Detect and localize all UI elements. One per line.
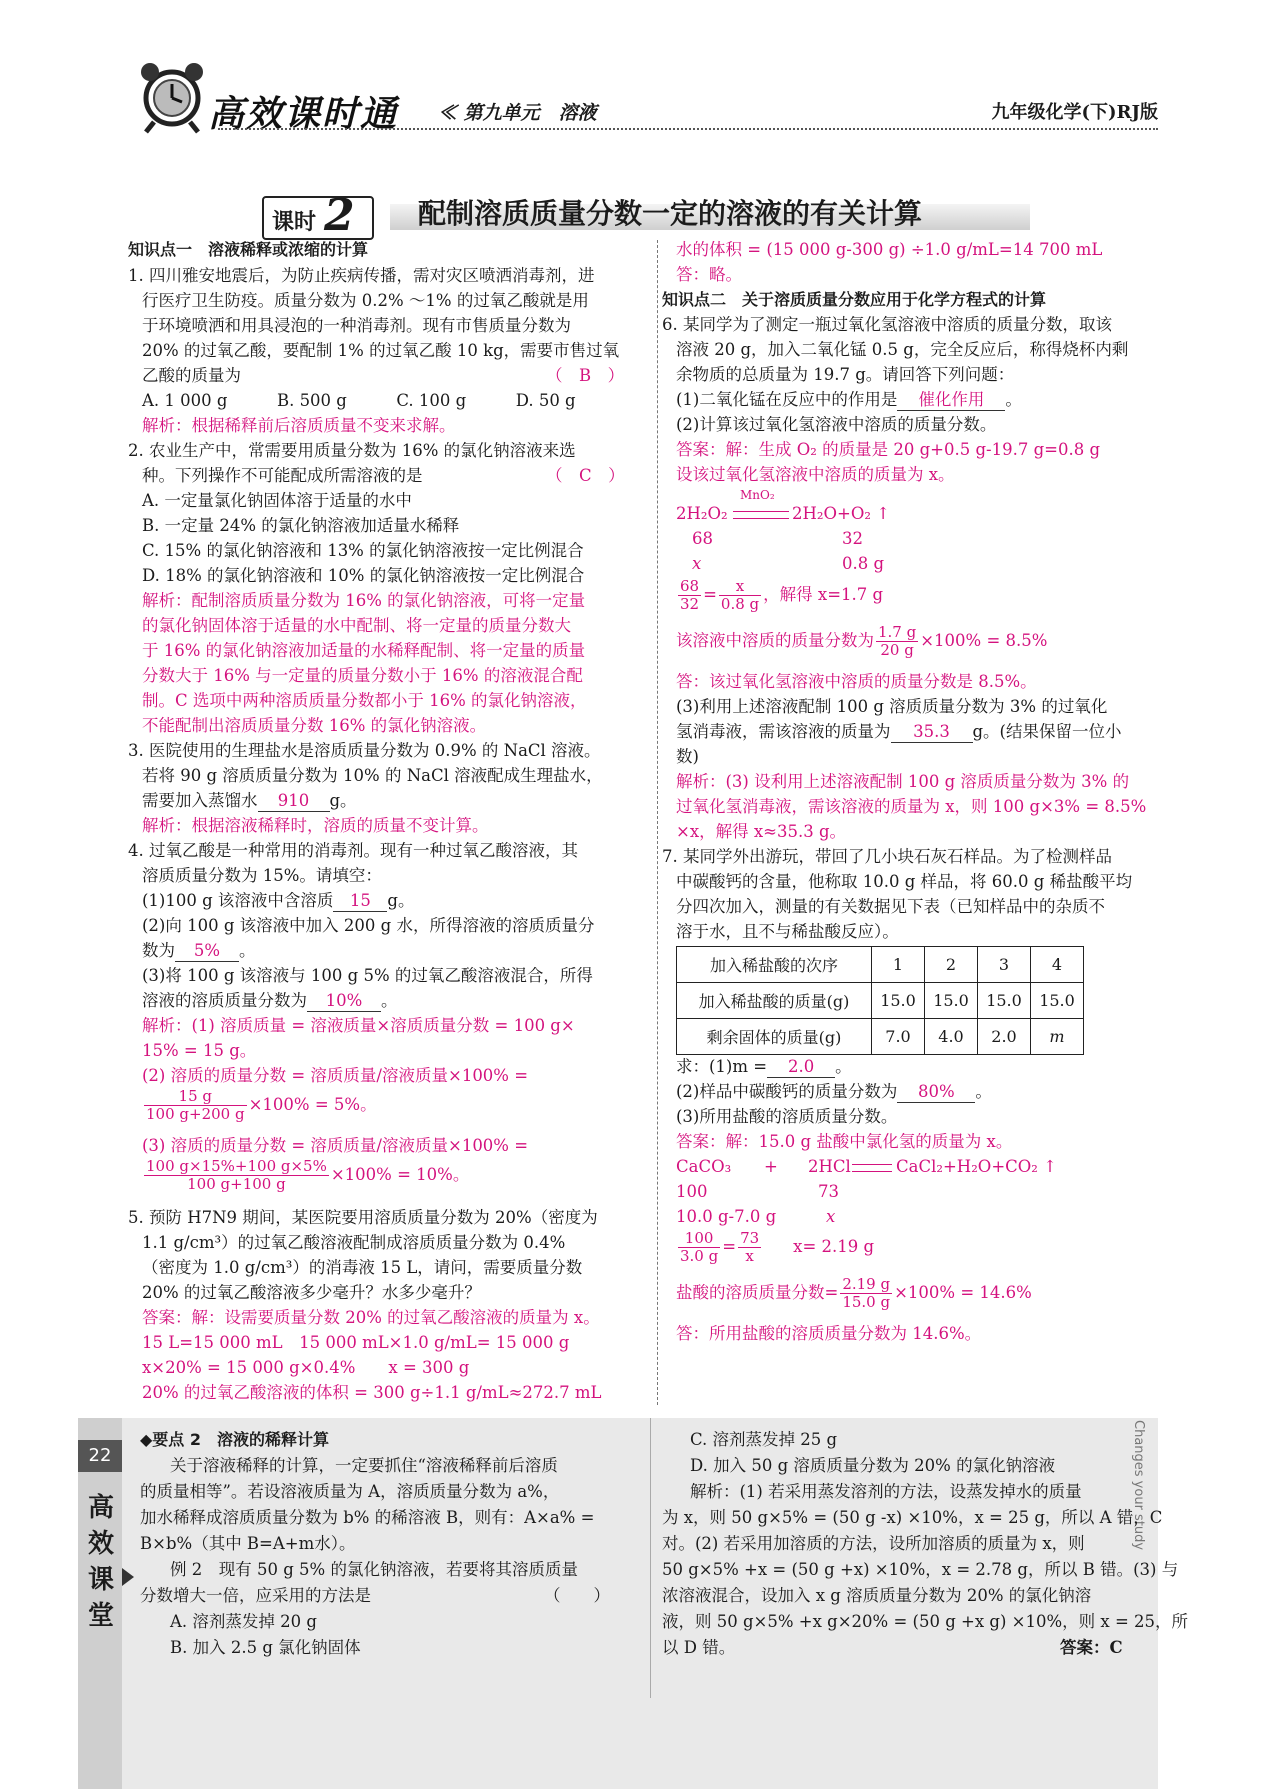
example-analysis-7: 以 D 错。 <box>662 1638 736 1657</box>
q6-catalyst: MnO₂ <box>740 488 775 502</box>
example-analysis-3: 对。(2) 若采用加溶质的方法，设所加溶质的质量为 x，则 <box>662 1534 1085 1553</box>
table-cell: 剩余固体的质量(g) <box>677 1019 872 1055</box>
q5-line-3: （密度为 1.0 g/cm³）的消毒液 15 L，请问，需要质量分数 <box>142 1258 583 1277</box>
q7-result-2-blank: 80% <box>897 1082 975 1103</box>
side-char: 堂 <box>87 1601 114 1631</box>
table-cell: 加入稀盐酸的次序 <box>677 947 872 983</box>
q5-line-2: 1.1 g/cm³）的过氧乙酸溶液配制成溶质质量分数为 0.4% <box>142 1233 566 1252</box>
q4-line-1: 4. 过氧乙酸是一种常用的消毒剂。现有一种过氧乙酸溶液，其 <box>128 841 578 860</box>
q6-answer-1: 答案：解：生成 O₂ 的质量是 20 g+0.5 g-19.7 g=0.8 g <box>676 440 1101 459</box>
example-option-d: D. 加入 50 g 溶质质量分数为 20% 的氯化钠溶液 <box>690 1456 1056 1475</box>
q7-percent-fraction <box>840 1276 892 1311</box>
table-cell: 15.0 <box>925 983 978 1019</box>
q1-line-3: 于环境喷洒和用具浸泡的一种消毒剂。现有市售质量分数为 <box>142 316 571 335</box>
q7-result-2-text: (2)样品中碳酸钙的质量分数为 <box>676 1082 898 1101</box>
table-cell: 1 <box>872 947 925 983</box>
q6-part-1 <box>676 388 1022 412</box>
q6-line-1: 6. 某同学为了测定一瓶过氧化氢溶液中溶质的质量分数，取该 <box>662 315 1112 334</box>
q5-answer-2: 15 L=15 000 mL 15 000 mL×1.0 g/mL= 15 000 g <box>142 1333 570 1352</box>
q7-fraction-1-den: 3.0 g <box>680 1247 719 1265</box>
q4-explanation-6 <box>142 1158 469 1198</box>
q4-part-1-unit: g。 <box>387 891 415 910</box>
example-analysis-6: 液，则 50 g×5% +x g×20% = (50 g +x g) ×10%，则 x = 25，所 <box>662 1612 1189 1631</box>
lesson-label: 课时 <box>272 209 317 235</box>
q2-explanation-1: 解析：配制溶质质量分数为 16% 的氯化钠溶液，可将一定量 <box>142 591 586 610</box>
q2-option-b: B. 一定量 24% 的氯化钠溶液加适量水稀释 <box>142 516 460 535</box>
q6-solution: ，解得 x=1.7 g <box>763 585 884 604</box>
q7-percent-line <box>676 1276 1032 1316</box>
q7-percent-num: 2.19 g <box>842 1275 891 1293</box>
knowledge-point-2: 知识点二 关于溶质质量分数应用于化学方程式的计算 <box>662 290 1047 309</box>
q4-part-3-blank: 10% <box>307 991 381 1012</box>
q4-fraction-1-num: 15 g <box>144 1088 247 1106</box>
q1-answer: （ B ） <box>546 366 625 385</box>
q7-line-3: 分四次加入，测量的有关数据见下表（已知样品中的杂质不 <box>676 897 1105 916</box>
q6-mass-1: 68 <box>692 529 713 548</box>
header-dotted-rule <box>218 128 1158 130</box>
q7-fraction-1 <box>678 1230 720 1265</box>
q7-percent-tail: ×100% = 14.6% <box>894 1283 1032 1302</box>
example-analysis-5: 浓溶液混合，设加入 x g 溶质质量分数为 20% 的氯化钠溶 <box>662 1586 1092 1605</box>
q6-equation-right: 2H₂O+O₂ ↑ <box>792 504 891 523</box>
side-label <box>84 1490 118 1634</box>
q7-mass-3: 10.0 g-7.0 g <box>676 1207 777 1226</box>
q7-result-2-end: 。 <box>975 1082 992 1101</box>
q4-explanation-4 <box>142 1088 377 1128</box>
q1-line-4: 20% 的过氧乙酸，要配制 1% 的过氧乙酸 10 kg，需要市售过氧 <box>142 341 620 360</box>
example-option-a: A. 溶剂蒸发掉 20 g <box>170 1612 317 1631</box>
q6-part-2: (2)计算该过氧化氢溶液中溶质的质量分数。 <box>676 415 997 434</box>
example-analysis-4: 50 g×5% +x = (50 g +x) ×10%，x = 2.78 g，所以 B 错。(3) 与 <box>662 1560 1179 1579</box>
q2-explanation-6: 不能配制出溶质质量分数 16% 的氯化钠溶液。 <box>142 716 487 735</box>
lesson-title: 配制溶质质量分数一定的溶液的有关计算 <box>418 197 923 230</box>
q6-part-3-text: 氢消毒液，需该溶液的质量为 <box>676 722 891 741</box>
q6-part-3-tail: g。(结果保留一位小 <box>972 722 1122 741</box>
q4-part-3-text: 溶液的溶质质量分数为 <box>142 991 307 1010</box>
q6-conclusion: 答：该过氧化氢溶液中溶质的质量分数是 8.5%。 <box>676 672 1037 691</box>
example-option-b: B. 加入 2.5 g 氯化钠固体 <box>170 1638 361 1657</box>
q2-explanation-3: 于 16% 的氯化钠溶液加适量的水稀释配制、将一定量的质量 <box>142 641 586 660</box>
brand-logo-text: 高效课时通 <box>208 94 399 135</box>
q7-equation-a: CaCO₃ <box>676 1157 732 1176</box>
q3-line-3 <box>142 789 357 813</box>
q7-result-2 <box>676 1080 992 1104</box>
q4-part-3-end: 。 <box>381 991 398 1010</box>
q4-line-2: 溶质质量分数为 15%。请填空： <box>142 866 382 885</box>
q6-percent-den: 20 g <box>880 641 914 659</box>
column-divider <box>657 240 658 1405</box>
q7-equation-c: CaCl₂+H₂O+CO₂ ↑ <box>896 1157 1057 1176</box>
q6-equation-left: 2H₂O₂ <box>676 504 728 523</box>
q7-line-1: 7. 某同学外出游玩，带回了几小块石灰石样品。为了检测样品 <box>662 847 1112 866</box>
q6-explanation-2: 过氧化氢消毒液，需该溶液的质量为 x，则 100 g×3% = 8.5% <box>676 797 1147 816</box>
q3-explanation: 解析：根据溶液稀释时，溶质的质量不变计算。 <box>142 816 489 835</box>
q6-fraction-2 <box>719 578 761 613</box>
table-cell: m <box>1031 1019 1084 1055</box>
q7-mass-1: 100 <box>676 1182 708 1201</box>
table-cell: 2.0 <box>978 1019 1031 1055</box>
side-char: 高 <box>87 1493 114 1523</box>
unit-label: ≪ 第九单元 溶液 <box>438 102 597 124</box>
q6-line-2: 溶液 20 g，加入二氧化锰 0.5 g，完全反应后，称得烧杯内剩 <box>676 340 1129 359</box>
q4-part-2-line-2 <box>142 939 256 963</box>
q4-fraction-2 <box>144 1158 329 1193</box>
q6-part-1-end: 。 <box>1005 390 1022 409</box>
q4-part-2-line-1: (2)向 100 g 该溶液中加入 200 g 水，所得溶液的溶质质量分 <box>142 916 595 935</box>
table-row <box>677 1019 1084 1055</box>
table-cell: 15.0 <box>978 983 1031 1019</box>
example-line-1: 例 2 现有 50 g 5% 的氯化钠溶液，若要将其溶质质量 <box>170 1560 578 1579</box>
q4-fraction-1 <box>144 1088 247 1123</box>
q6-fraction-1 <box>678 578 701 613</box>
q7-mass-2: 73 <box>818 1182 839 1201</box>
q6-percent-line <box>676 624 1047 664</box>
table-cell: 7.0 <box>872 1019 925 1055</box>
q6-percent-tail: ×100% = 8.5% <box>920 631 1048 650</box>
q7-proportion: $\frac{100}{3.0 g}$ = $\frac{73}{x}$ x= 2.19 g <box>680 1229 875 1265</box>
q7-fraction-2-num: 73 <box>740 1229 760 1247</box>
q6-part-3-line-3: 数) <box>676 747 699 766</box>
q5-answer-3: x×20% = 15 000 g×0.4% x = 300 g <box>142 1358 470 1377</box>
q2-line-2: 种。下列操作不可能配成所需溶液的是 <box>142 466 423 485</box>
table-row <box>677 983 1084 1019</box>
q4-part-1-blank: 15 <box>333 891 387 912</box>
point-line-4: B×b%（其中 B=A+m水）。 <box>140 1534 356 1553</box>
side-char: 课 <box>87 1565 114 1595</box>
example-line-2: 分数增大一倍，应采用的方法是 <box>140 1586 371 1605</box>
q6-fraction-1-den: 32 <box>680 595 700 613</box>
q5-line-1: 5. 预防 H7N9 期间，某医院要用溶质质量分数为 20%（密度为 <box>128 1208 598 1227</box>
q7-result-3: (3)所用盐酸的溶质质量分数。 <box>676 1107 898 1126</box>
q4-fraction-1-tail: ×100% = 5%。 <box>248 1095 377 1114</box>
q6-fraction-2-num: x <box>719 578 761 596</box>
q4-fraction-2-den: 100 g+100 g <box>187 1175 286 1193</box>
q6-part-3-line-1: (3)利用上述溶液配制 100 g 溶质质量分数为 3% 的过氧化 <box>676 697 1108 716</box>
side-char: 效 <box>87 1529 114 1559</box>
q4-part-3-line-2 <box>142 989 398 1013</box>
example-option-c: C. 溶剂蒸发掉 25 g <box>690 1430 838 1449</box>
q4-part-3-line-1: (3)将 100 g 该溶液与 100 g 5% 的过氧乙酸溶液混合，所得 <box>142 966 593 985</box>
q4-part-2-end: 。 <box>239 941 256 960</box>
q4-explanation-5: (3) 溶质的质量分数 = 溶质质量/溶液质量×100% = <box>142 1136 529 1155</box>
table-cell: 2 <box>925 947 978 983</box>
example-analysis-2: 为 x，则 50 g×5% = (50 g -x) ×10%，x = 25 g，所以 A 错，C <box>662 1508 1163 1527</box>
q7-line-4: 溶于水，且不与稀盐酸反应）。 <box>676 922 899 941</box>
point-title: ◆要点 2 溶液的稀释计算 <box>140 1430 330 1449</box>
q6-part-1-blank: 催化作用 <box>897 390 1005 411</box>
q7-data-table <box>676 946 1084 1055</box>
knowledge-point-1: 知识点一 溶液稀释或浓缩的计算 <box>128 240 369 259</box>
q4-explanation-1: 解析：(1) 溶质质量 = 溶液质量×溶质质量分数 = 100 g× <box>142 1016 575 1035</box>
q7-fraction-2 <box>738 1230 761 1265</box>
q1-line-5: 乙酸的质量为 <box>142 366 241 385</box>
q7-equation-b: 2HCl <box>808 1157 851 1176</box>
vertical-slogan: Changes your study <box>1131 1420 1146 1551</box>
play-triangle-icon <box>122 1568 134 1586</box>
q4-part-2-text: 数为 <box>142 941 175 960</box>
point-line-3: 加水稀释成溶质质量分数为 b% 的稀溶液 B，则有：A×a% = <box>140 1508 595 1527</box>
q6-fraction-1-num: 68 <box>680 577 700 595</box>
table-cell: 3 <box>978 947 1031 983</box>
q7-result-1 <box>676 1055 852 1079</box>
q5-answer-1: 答案：解：设需要质量分数 20% 的过氧乙酸溶液的质量为 x。 <box>142 1308 600 1327</box>
q7-equation-plus: + <box>764 1157 778 1176</box>
q6-answer-2: 设该过氧化氢溶液中溶质的质量为 x。 <box>676 465 955 484</box>
point-line-1: 关于溶液稀释的计算，一定要抓住“溶液稀释前后溶质 <box>170 1456 558 1475</box>
q7-equals-sign <box>852 1164 892 1172</box>
q4-explanation-3: (2) 溶质的质量分数 = 溶质质量/溶液质量×100% = <box>142 1066 529 1085</box>
q4-part-1-text: (1)100 g 该溶液中含溶质 <box>142 891 334 910</box>
q1-explanation: 解析：根据稀释前后溶质质量不变来求解。 <box>142 416 456 435</box>
table-cell: 15.0 <box>872 983 925 1019</box>
q5-line-4: 20% 的过氧乙酸溶液多少毫升？水多少毫升？ <box>142 1283 481 1302</box>
q2-line-1: 2. 农业生产中，常需要用质量分数为 16% 的氯化钠溶液来选 <box>128 441 576 460</box>
q2-answer: （ C ） <box>546 466 625 485</box>
q4-fraction-2-tail: ×100% = 10%。 <box>330 1165 470 1184</box>
q6-explanation-1: 解析：(3) 设利用上述溶液配制 100 g 溶质质量分数为 3% 的 <box>676 772 1130 791</box>
point-line-2: 的质量相等”。若设溶液质量为 A，溶质质量分数为 a%， <box>140 1482 560 1501</box>
lesson-number: 2 <box>324 190 355 241</box>
q2-explanation-2: 的氯化钠固体溶于适量的水中配制、将一定量的质量分数大 <box>142 616 571 635</box>
q3-prompt: 需要加入蒸馏水 <box>142 791 258 810</box>
footer-column-divider <box>650 1418 651 1698</box>
q4-fraction-2-num: 100 g×15%+100 g×5% <box>146 1157 327 1175</box>
q2-option-c: C. 15% 的氯化钠溶液和 13% 的氯化钠溶液按一定比例混合 <box>142 541 584 560</box>
example-paren: （ ） <box>544 1586 610 1605</box>
header-bar <box>128 86 1158 140</box>
q4-explanation-2: 15% = 15 g。 <box>142 1041 257 1060</box>
q7-line-2: 中碳酸钙的含量，他称取 10.0 g 样品，将 60.0 g 稀盐酸平均 <box>676 872 1133 891</box>
q6-mass-2: 32 <box>842 529 863 548</box>
q6-mass-3: 0.8 g <box>842 554 885 573</box>
q1-options: A. 1 000 g B. 500 g C. 100 g D. 50 g <box>142 391 576 410</box>
q4-fraction-1-den: 100 g+200 g <box>146 1105 245 1123</box>
q7-percent-text: 盐酸的溶质质量分数= <box>676 1283 839 1302</box>
example-answer: 答案：C <box>1060 1638 1123 1657</box>
q6-percent-num: 1.7 g <box>878 623 917 641</box>
q2-explanation-5: 制。C 选项中两种溶质质量分数都小于 16% 的氯化钠溶液， <box>142 691 587 710</box>
table-cell: 4 <box>1031 947 1084 983</box>
example-analysis-1: 解析：(1) 若采用蒸发溶剂的方法，设蒸发掉水的质量 <box>690 1482 1082 1501</box>
q6-explanation-3: ×x，解得 x≈35.3 g。 <box>676 822 847 841</box>
q6-part-1-text: (1)二氧化锰在反应中的作用是 <box>676 390 898 409</box>
q2-explanation-4: 分数大于 16% 与一定量的质量分数小于 16% 的溶液混合配 <box>142 666 583 685</box>
q6-part-3-line-2 <box>676 720 1122 744</box>
q2-option-d: D. 18% 的氯化钠溶液和 10% 的氯化钠溶液按一定比例混合 <box>142 566 585 585</box>
q7-percent-den: 15.0 g <box>842 1293 891 1311</box>
q2-option-a: A. 一定量氯化钠固体溶于适量的水中 <box>142 491 412 510</box>
table-cell: 加入稀盐酸的质量(g) <box>677 983 872 1019</box>
q3-line-1: 3. 医院使用的生理盐水是溶质质量分数为 0.9% 的 NaCl 溶液。 <box>128 741 601 760</box>
q6-percent-text: 该溶液中溶质的质量分数为 <box>676 631 874 650</box>
q5-continued-1: 水的体积 = (15 000 g-300 g) ÷1.0 g/mL=14 700 mL <box>676 240 1103 259</box>
table-cell: 4.0 <box>925 1019 978 1055</box>
q6-line-3: 余物质的总质量为 19.7 g。请回答下列问题： <box>676 365 1015 384</box>
q7-fraction-2-den: x <box>745 1247 754 1265</box>
lesson-badge <box>262 190 374 241</box>
q7-conclusion: 答：所用盐酸的溶质质量分数为 14.6%。 <box>676 1324 982 1343</box>
q6-percent-fraction <box>876 624 918 659</box>
grade-label: 九年级化学(下)RJ版 <box>991 102 1158 123</box>
table-row <box>677 947 1084 983</box>
q4-part-1 <box>142 889 414 913</box>
q7-solution: x= 2.19 g <box>793 1237 875 1256</box>
q1-line-1: 1. 四川雅安地震后，为防止疾病传播，需对灾区喷洒消毒剂，进 <box>128 266 595 285</box>
q6-part-3-blank: 35.3 <box>891 722 973 743</box>
q4-part-2-blank: 5% <box>175 941 239 962</box>
q3-unit: g。 <box>329 791 357 810</box>
q6-equals-sign <box>733 511 789 519</box>
q7-fraction-1-num: 100 <box>678 1230 720 1248</box>
q7-unknown: x <box>826 1207 836 1226</box>
q3-line-2: 若将 90 g 溶质质量分数为 10% 的 NaCl 溶液配成生理盐水， <box>142 766 603 785</box>
q7-result-1-text: 求：(1)m = <box>676 1057 768 1076</box>
q7-answer-1: 答案：解：15.0 g 盐酸中氯化氢的质量为 x。 <box>676 1132 1013 1151</box>
q6-fraction-2-den: 0.8 g <box>720 595 760 613</box>
q5-continued-2: 答：略。 <box>676 265 742 284</box>
q6-unknown: x <box>692 554 702 573</box>
q1-line-2: 行医疗卫生防疫。质量分数为 0.2% ～1% 的过氧乙酸就是用 <box>142 291 589 310</box>
alarm-clock-logo <box>128 56 208 136</box>
q7-result-1-end: 。 <box>835 1057 852 1076</box>
page-number: 22 <box>78 1440 122 1472</box>
q3-answer-blank: 910 <box>258 791 330 812</box>
q5-answer-4: 20% 的过氧乙酸溶液的体积 = 300 g÷1.1 g/mL≈272.7 mL <box>142 1383 602 1402</box>
q7-result-1-blank: 2.0 <box>767 1057 835 1078</box>
table-cell: 15.0 <box>1031 983 1084 1019</box>
q6-proportion: $\frac{68}{32}$ = $\frac{x}{0.8 g}$ ，解得 x=1.7 g <box>680 577 884 613</box>
